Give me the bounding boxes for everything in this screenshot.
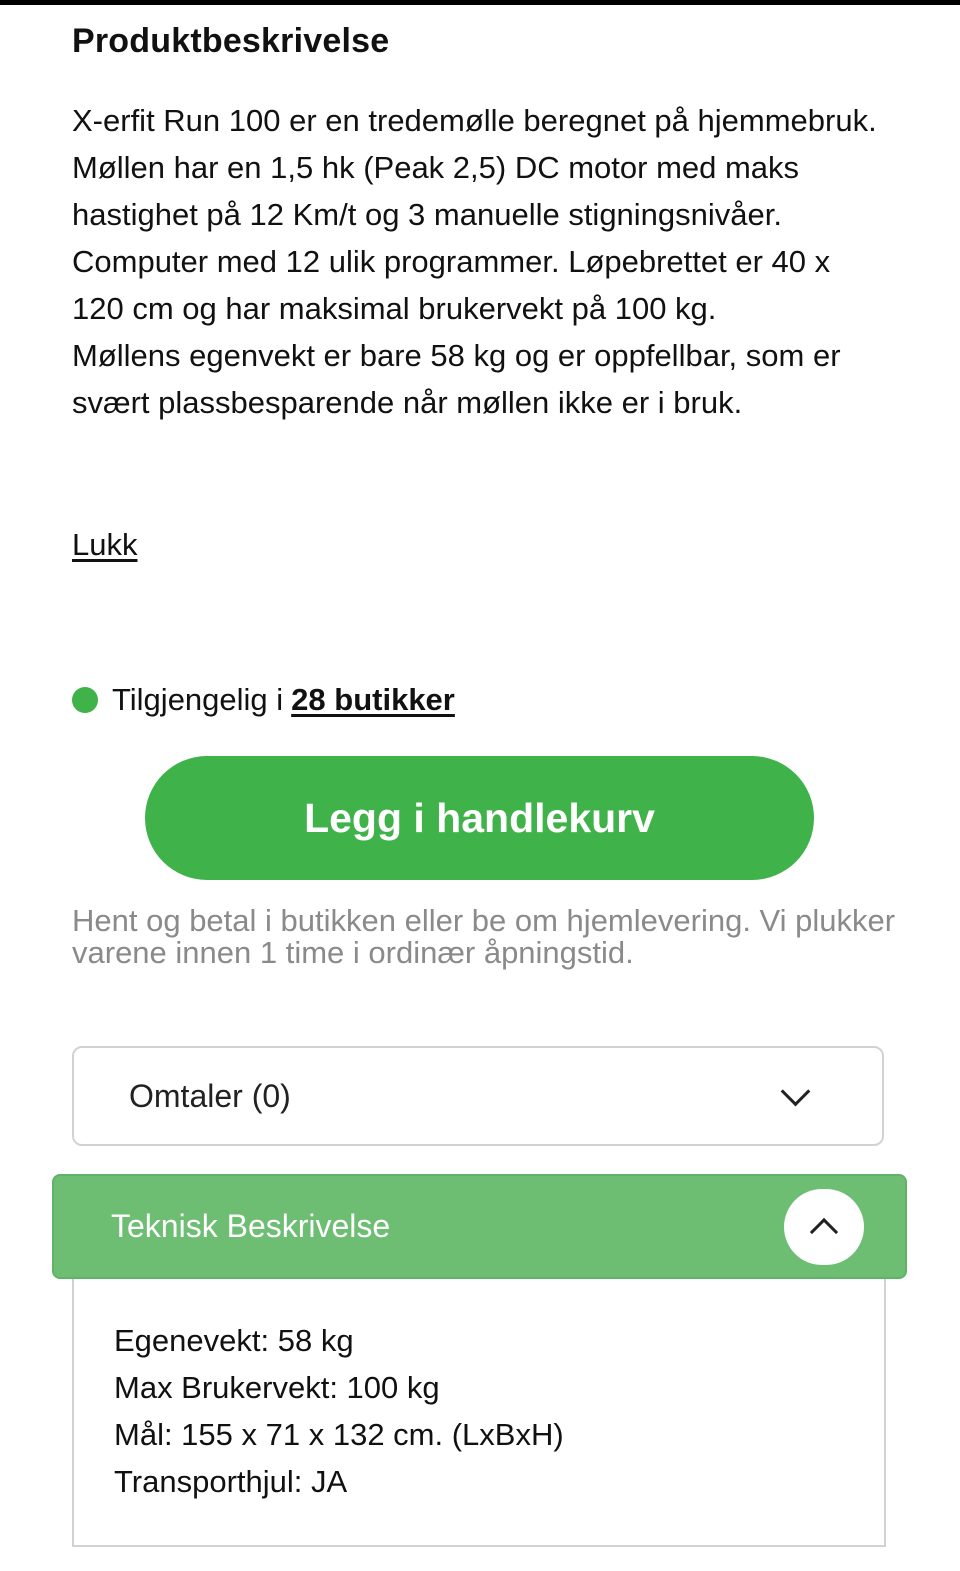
chevron-up-icon <box>810 1217 838 1245</box>
description-paragraph-2: Møllens egenvekt er bare 58 kg og er oppfellbar, som er svært plassbesparende når møllen ikke er i bruk. <box>72 338 841 420</box>
reviews-accordion[interactable] <box>72 1046 884 1146</box>
close-description-link[interactable]: Lukk <box>72 527 138 562</box>
spec-item: Egenevekt: 58 kg <box>114 1323 354 1358</box>
stores-link[interactable]: 28 butikker <box>291 682 455 717</box>
description-heading: Produktbeskrivelse <box>72 22 390 60</box>
top-border <box>0 0 960 5</box>
add-to-cart-button[interactable]: Legg i handlekurv <box>145 756 814 880</box>
description-text <box>72 97 882 426</box>
pickup-note: Hent og betal i butikken eller be om hjemlevering. Vi plukker varene innen 1 time i ordinær åpningstid. <box>72 903 896 970</box>
technical-description-accordion[interactable] <box>52 1174 907 1279</box>
availability-status-dot <box>72 687 98 713</box>
availability-row <box>72 678 455 722</box>
availability-label: Tilgjengelig i <box>112 682 284 717</box>
reviews-label: Omtaler (0) <box>129 1077 291 1114</box>
technical-description-body <box>72 1279 886 1547</box>
spec-item: Mål: 155 x 71 x 132 cm. (LxBxH) <box>114 1417 564 1452</box>
technical-description-title: Teknisk Beskrivelse <box>111 1208 391 1244</box>
description-paragraph-1: X-erfit Run 100 er en tredemølle beregnet på hjemmebruk. Møllen har en 1,5 hk (Peak 2,5) DC motor med maks hastighet på 12 Km/t og 3 manuelle stigningsnivåer. Computer med 12 ulik programmer. Løpebrettet er 40 x 120 cm og har maksimal brukervekt på 100 kg. <box>72 103 877 326</box>
spec-item: Max Brukervekt: 100 kg <box>114 1370 440 1405</box>
spec-item: Transporthjul: JA <box>114 1464 348 1499</box>
chevron-down-icon <box>781 1076 811 1106</box>
collapse-button[interactable] <box>784 1189 864 1265</box>
